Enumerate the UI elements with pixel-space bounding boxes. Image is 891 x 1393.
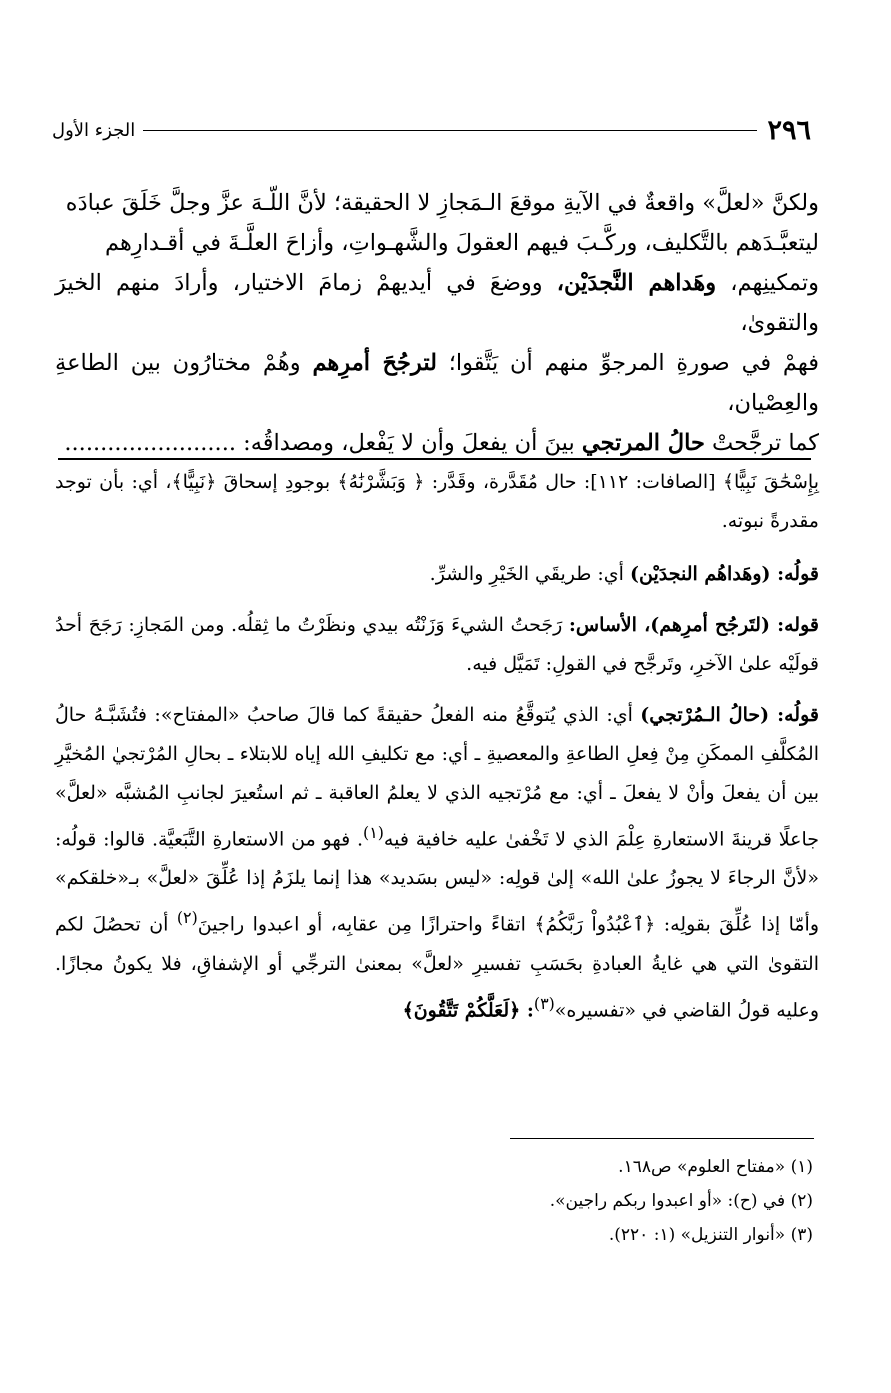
bold-phrase: حالُ المرتجي: [581, 430, 705, 456]
footnote-ref-2: (٢): [176, 908, 198, 928]
part-title: الجزء الأول: [52, 119, 136, 141]
main-line-4: فهمْ في صورةِ المرجوِّ منهم أن يَتَّقوا؛ لترجُحَ أمرِهم وهُمْ مختارُون بين الطاعةِ والعِصْيان،: [55, 350, 819, 416]
commentary-paragraph-1: بِإِسْحَٰقَ نَبِيًّا﴾ [الصافات: ١١٢]: حال مُقَدَّرة، وقَدَّر: ﴿ وَبَشَّرْنَٰهُ﴾ بوجودِ إسحاقَ ﴿نَبِيًّا﴾، أي: بأن توجد مقدرةً نبوته.: [55, 471, 820, 532]
footnote-ref-3: (٣): [533, 993, 555, 1013]
footnotes: [200, 1150, 813, 1252]
commentary-lemma: قوله: (لتَرجُح أمرِهم)، الأساس:: [568, 614, 819, 636]
commentary: [55, 463, 819, 1042]
bold-phrase: لترجُحَ أمرِهم: [312, 350, 437, 376]
commentary-paragraph-4: قولُه: (حالُ الـمُرْتجي) أي: الذي يُتوقَّعُ منه الفعلُ حقيقةً كما قالَ صاحبُ «المفتاح»: فتُشَبَّـهُ حالُ المُكلَّفِ الممكَنِ مِنْ فِعلِ الطاعةِ والمعصيةِ ـ أي: مع تكليفِ الله إياه للابتلاء ـ بحالِ المُرْتجيٰ المُخيَّرِ بين أن يفعلَ وأنْ لا يفعلَ ـ أي: مع مُرْتجيه الذي لا يعلمُ العاقبة ـ ثم استُعيرَ لجانبِ المُشبَّه «لعلَّ» جاعلًا قرينةَ الاستعارةِ عِلْمَ الذي لا تَخْفىٰ عليه خافية فيه$^{(١)}$. فهو من الاستعارةِ التَّبَعيَّة. قالوا: قولُه: «لأنَّ الرجاءَ لا يجوزُ علىٰ الله» إلىٰ قولِه: «ليس بسَديد» هذا إنما يلزَمُ إذا عُلِّقَ «لعلَّ» بـ«خلقكم» وأمّا إذا عُلِّقَ بقولِه: ﴿ٱعْبُدُواْ رَبَّكُمُ﴾ اتقاءً واحترازًا مِن عقابِه، أو اعبدوا راجينَ$^{(٢)}$ أن تحصُلَ لكم التقوىٰ التي هي غايةُ العبادةِ بحَسَبِ تفسيرِ «لعلَّ» بمعنىٰ الترجِّي أو الإشفاقِ، فلا يكونُ مجازًا. وعليه قولُ القاضي في «تفسيره»$^{(٣)}$: ﴿لَعَلَّكُمْ تَتَّقُونَ﴾: [55, 704, 819, 1021]
footnote-2: (٢) في (ح): «أو اعبدوا ربكم راجين».: [549, 1191, 813, 1211]
main-line-5: كما ترجَّحتْ حالُ المرتجي بينَ أن يفعلَ وأن لا يَفْعل، ومصداقُه: ........................: [64, 430, 819, 456]
footnote-3: (٣) «أنوار التنزيل» (١: ٢٢٠).: [608, 1225, 813, 1245]
commentary-lemma: قولُه: (حالُ الـمُرْتجي): [640, 704, 819, 726]
commentary-paragraph-3: قوله: (لتَرجُح أمرِهم)، الأساس: رَجَحتُ الشيءَ وَزَنْتُه بيدي ونظَرْتُ ما ثِقلُه. ومن المَجازِ: رَجَحَ أحدُ قولَيْه علىٰ الآخرِ، وتَرجَّح في القولِ: تَمَيَّل فيه.: [55, 614, 819, 675]
commentary-lemma: قولُه: (وهَداهُم النجدَيْن): [630, 563, 819, 585]
main-text: [55, 183, 819, 463]
page-number: ٢٩٦: [767, 114, 811, 146]
header-rule: [143, 130, 757, 131]
main-line-2: ليتعبَّـدَهم بالتَّكليف، وركَّـبَ فيهم العقولَ والشَّهـواتِ، وأزاحَ العلَّـةَ في أقـدارِهم: [104, 230, 819, 256]
main-line-3: وتمكينِهم، وهَداهم النَّجدَيْن، ووضعَ في أيديهمْ زمامَ الاختيار، وأرادَ منهم الخيرَ والتقوىٰ،: [55, 270, 819, 336]
page-header: [52, 110, 811, 150]
main-divider: [58, 458, 811, 460]
commentary-paragraph-2: قولُه: (وهَداهُم النجدَيْن) أي: طريقَي الخَيْرِ والشرِّ.: [429, 563, 819, 585]
footnote-1: (١) «مفتاح العلوم» ص١٦٨.: [618, 1157, 813, 1177]
bold-phrase: وهَداهم النَّجدَيْن،: [556, 270, 717, 296]
main-line-1: ولكنَّ «لعلَّ» واقعةٌ في الآيةِ موقعَ الـمَجازِ لا الحقيقة؛ لأنَّ اللّـهَ عزَّ وجلَّ خَلَقَ عبادَه: [65, 190, 819, 216]
footnote-ref-1: (١): [363, 823, 384, 842]
footnote-divider: [510, 1138, 814, 1139]
